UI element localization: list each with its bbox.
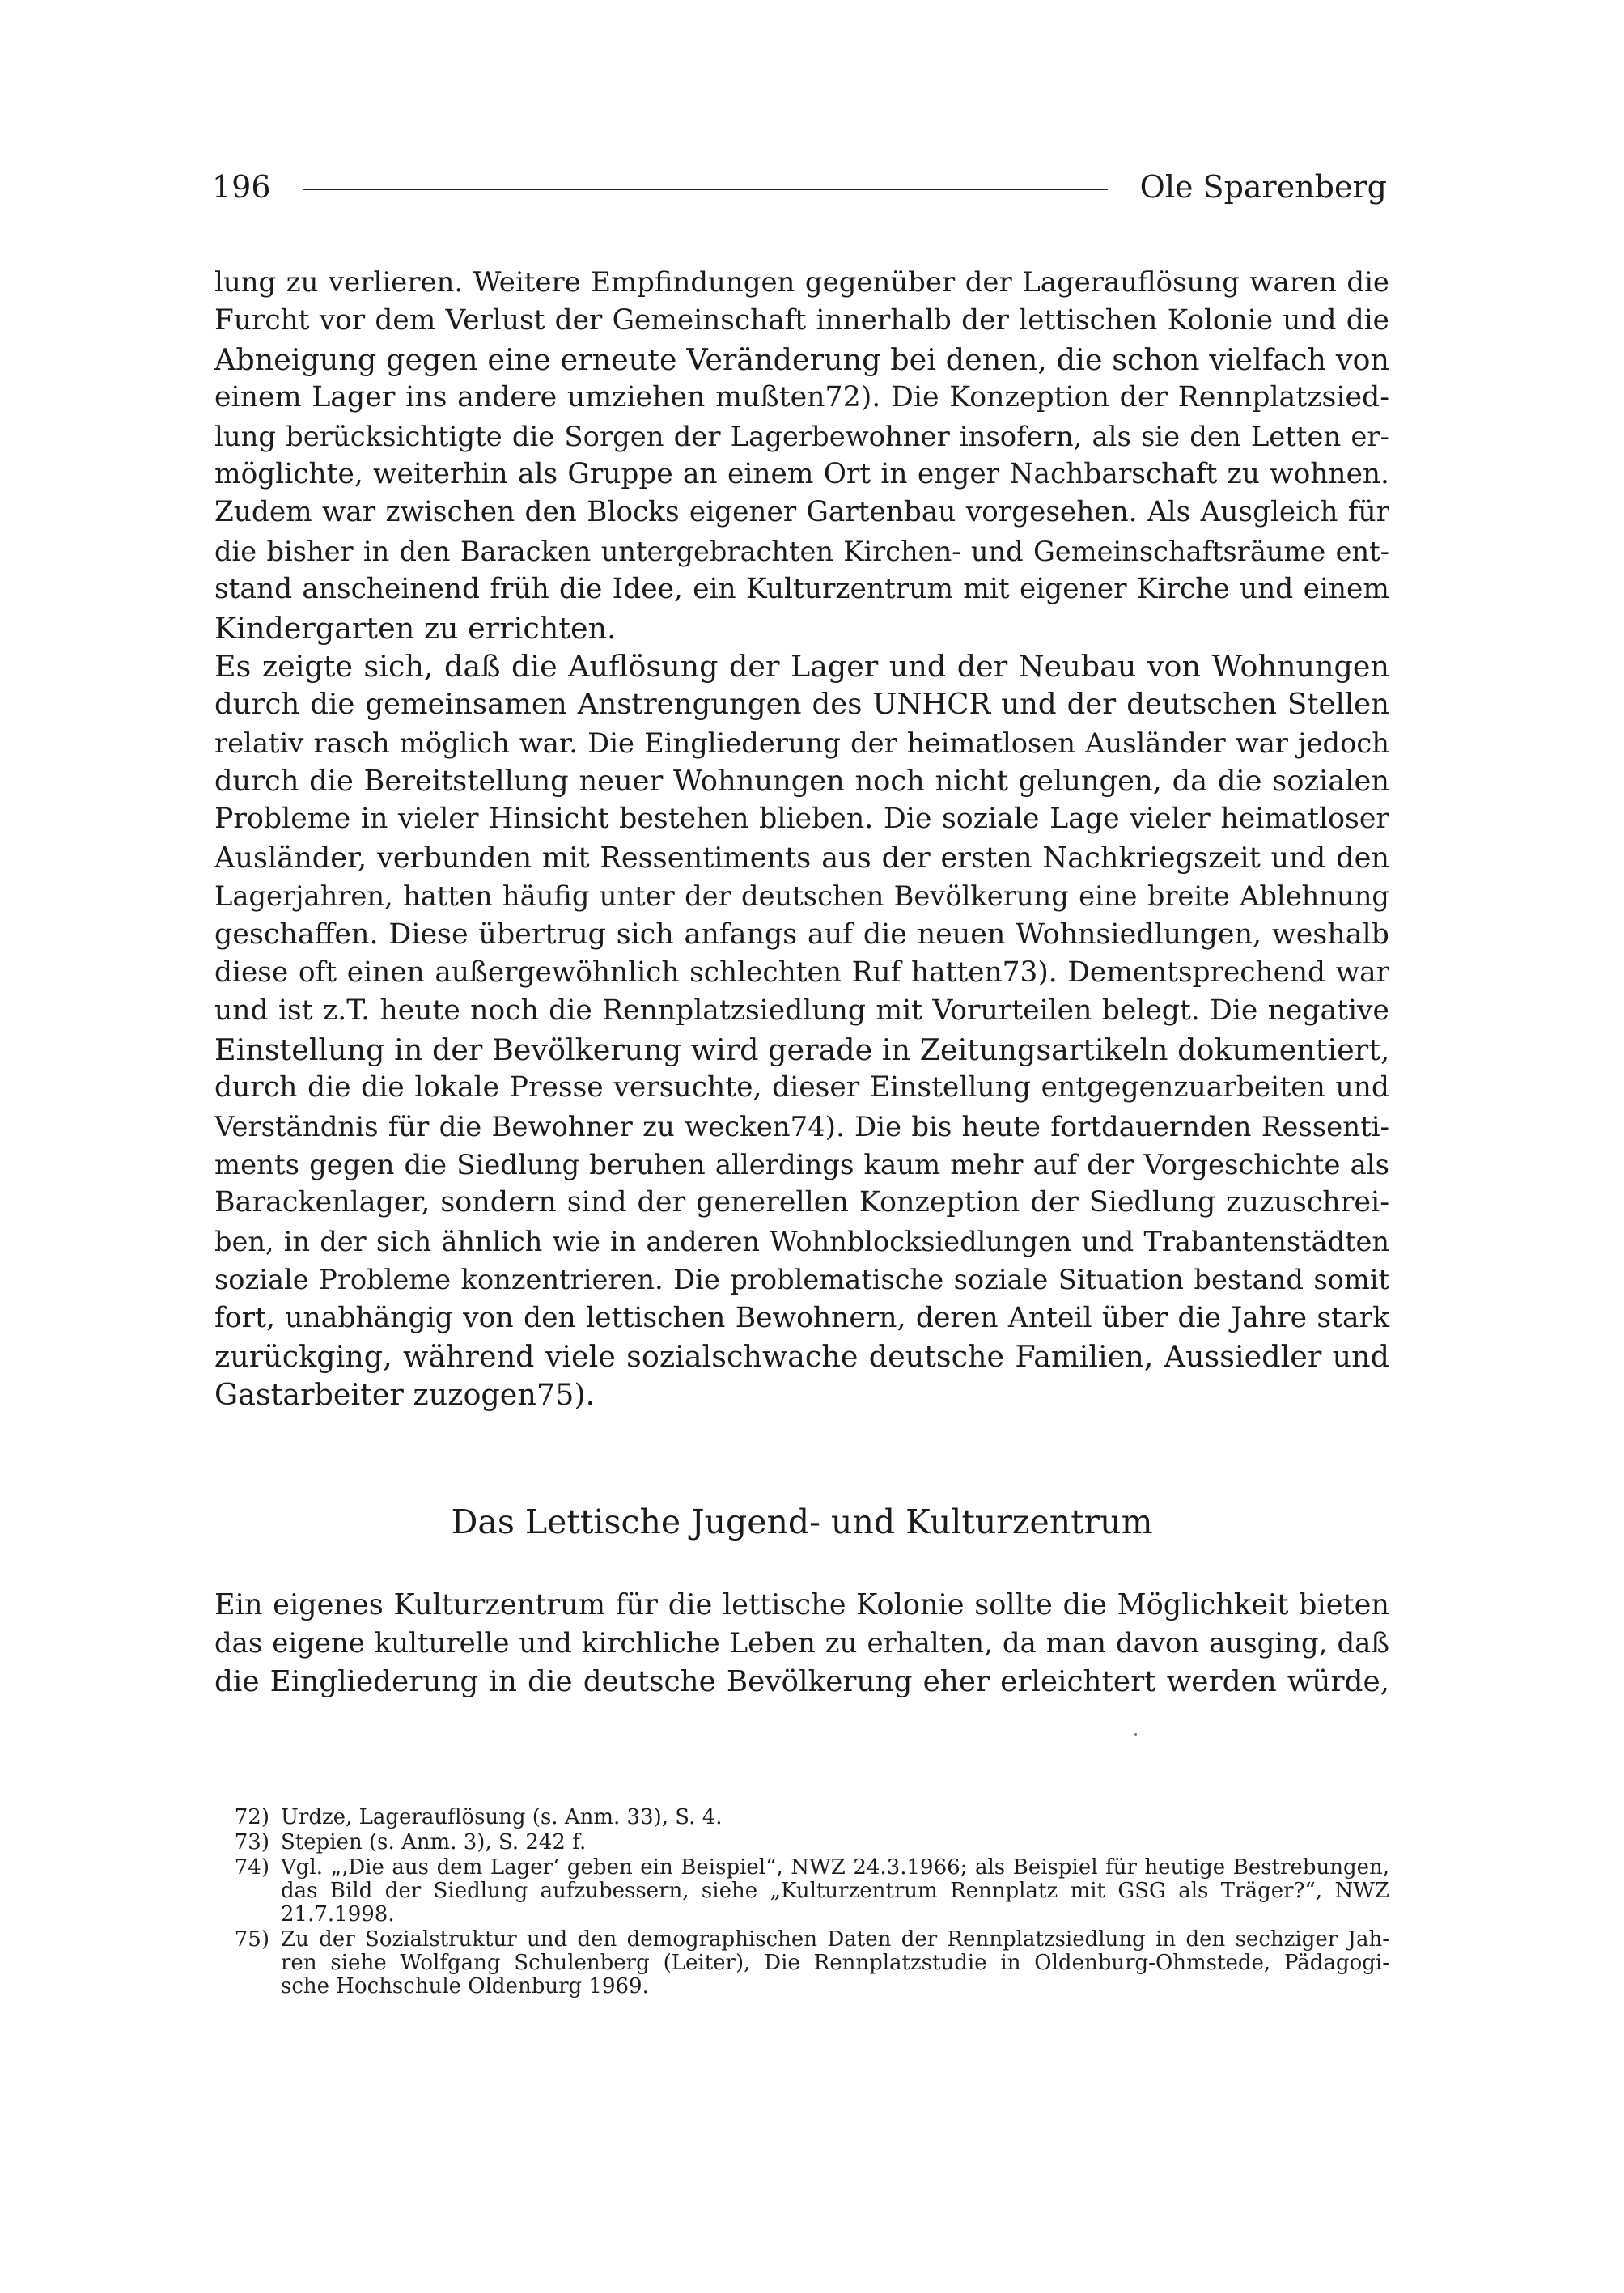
- footnote: [214, 1806, 1389, 1829]
- body-line: und ist z.T. heute noch die Rennplatzsiedlung mit Vorurteilen belegt. Die negative: [214, 994, 1389, 1028]
- body-line: die bisher in den Baracken untergebrachten Kirchen- und Gemeinschaftsräume ent-: [214, 535, 1389, 567]
- section-body-line: das eigene kulturelle und kirchliche Leben zu erhalten, da man davon ausging, daß: [214, 1627, 1389, 1659]
- body-text: [214, 264, 1389, 1414]
- footnote-text: [281, 1856, 1389, 1926]
- body-line: Gastarbeiter zuzogen75).: [214, 1377, 596, 1413]
- page-header: [212, 168, 1387, 206]
- body-line: geschaffen. Diese übertrug sich anfangs auf die neuen Wohnsiedlungen, weshalb: [214, 918, 1389, 951]
- header-rule: [303, 189, 1108, 190]
- body-line: Furcht vor dem Verlust der Gemeinschaft innerhalb der lettischen Kolonie und die: [214, 304, 1389, 337]
- body-line: Einstellung in der Bevölkerung wird gerade in Zeitungsartikeln dokumentiert,: [214, 1032, 1390, 1067]
- body-line: Ausländer, verbunden mit Ressentiments aus der ersten Nachkriegszeit und den: [214, 841, 1389, 875]
- footnote-line: ren siehe Wolfgang Schulenberg (Leiter), Die Rennplatzstudie in Oldenburg-Ohmstede, Pädagogi-: [281, 1951, 1389, 1975]
- body-line: ments gegen die Siedlung beruhen allerdings kaum mehr auf der Vorgeschichte als: [214, 1148, 1389, 1180]
- body-line: Barackenlager, sondern sind der generellen Konzeption der Siedlung zuzuschrei-: [214, 1186, 1389, 1219]
- footnote-line: 21.7.1998.: [281, 1902, 395, 1926]
- footnote-text: [281, 1928, 1389, 1998]
- footnote-line: Zu der Sozialstruktur und den demographischen Daten der Rennplatzsiedlung in den sechziger Jah-: [281, 1927, 1389, 1952]
- footnote-line: Vgl. „‚Die aus dem Lager‘ geben ein Beispiel“, NWZ 24.3.1966; als Beispiel für heutige Bestrebungen,: [281, 1855, 1389, 1880]
- body-line: ben, in der sich ähnlich wie in anderen Wohnblocksiedlungen und Trabantenstädten: [214, 1225, 1389, 1257]
- body-line: durch die Bereitstellung neuer Wohnungen noch nicht gelungen, da die sozialen: [214, 765, 1389, 799]
- footnote-line: sche Hochschule Oldenburg 1969.: [281, 1974, 649, 1998]
- body-line: Probleme in vieler Hinsicht bestehen blieben. Die soziale Lage vieler heimatloser: [214, 803, 1389, 836]
- body-line: durch die die lokale Presse versuchte, dieser Einstellung entgegenzuarbeiten und: [214, 1071, 1389, 1104]
- section-body-line: Ein eigenes Kulturzentrum für die lettische Kolonie sollte die Möglichkeit bieten: [214, 1588, 1389, 1621]
- footnote-line: Urdze, Lagerauflösung (s. Anm. 33), S. 4.: [281, 1805, 723, 1829]
- body-line: möglichte, weiterhin als Gruppe an einem Ort in enger Nachbarschaft zu wohnen.: [214, 457, 1389, 490]
- footnote: [214, 1856, 1389, 1926]
- body-line: relativ rasch möglich war. Die Eingliederung der heimatlosen Ausländer war jedoch: [214, 727, 1389, 759]
- footnote-text: [281, 1831, 1389, 1854]
- footnote-line: Stepien (s. Anm. 3), S. 242 f.: [281, 1830, 587, 1854]
- section-body-line: die Eingliederung in die deutsche Bevölkerung eher erleichtert werden würde,: [214, 1664, 1389, 1698]
- body-line: lung berücksichtigte die Sorgen der Lagerbewohner insofern, als sie den Letten er-: [214, 420, 1389, 452]
- body-line: stand anscheinend früh die Idee, ein Kulturzentrum mit eigener Kirche und einem: [214, 573, 1389, 606]
- body-line: soziale Probleme konzentrieren. Die problematische soziale Situation bestand somit: [214, 1264, 1389, 1296]
- body-line: Lagerjahren, hatten häufig unter der deutschen Bevölkerung eine breite Ablehnung: [214, 880, 1389, 913]
- body-line: zurückging, während viele sozialschwache deutsche Familien, Aussiedler und: [214, 1338, 1389, 1374]
- body-line: Es zeigte sich, daß die Auflösung der Lager und der Neubau von Wohnungen: [214, 648, 1389, 684]
- footnote: [214, 1928, 1389, 1998]
- footnote-line: das Bild der Siedlung aufzubessern, siehe „Kulturzentrum Rennplatz mit GSG als Träger?“, NWZ: [281, 1879, 1389, 1903]
- body-line: Verständnis für die Bewohner zu wecken74). Die bis heute fortdauernden Ressenti-: [214, 1110, 1389, 1142]
- body-line: diese oft einen außergewöhnlich schlechten Ruf hatten73). Dementsprechend war: [214, 956, 1389, 990]
- running-head: Ole Sparenberg: [1139, 169, 1387, 205]
- section-heading: Das Lettische Jugend- und Kulturzentrum: [451, 1503, 1153, 1541]
- body-line: fort, unabhängig von den lettischen Bewohnern, deren Anteil über die Jahre stark: [214, 1301, 1389, 1334]
- footnote-text: [281, 1806, 1389, 1829]
- footnote-number: 72): [234, 1805, 269, 1829]
- footnote-number: 75): [234, 1927, 269, 1952]
- footnote-number: 73): [234, 1830, 269, 1854]
- page-number: 196: [212, 169, 271, 205]
- footnotes: [214, 1806, 1389, 2000]
- print-speck: [1134, 1733, 1137, 1736]
- body-line: einem Lager ins andere umziehen mußten72). Die Konzeption der Rennplatzsied-: [214, 381, 1389, 414]
- body-line: lung zu verlieren. Weitere Empfindungen gegenüber der Lagerauflösung waren die: [214, 267, 1389, 299]
- footnote-number: 74): [234, 1855, 269, 1880]
- body-line: Abneigung gegen eine erneute Veränderung bei denen, die schon vielfach von: [214, 341, 1389, 377]
- body-line: Zudem war zwischen den Blocks eigener Gartenbau vorgesehen. Als Ausgleich für: [214, 496, 1389, 529]
- section-body-text: [214, 1586, 1389, 1701]
- body-line: durch die gemeinsamen Anstrengungen des UNHCR und der deutschen Stellen: [214, 688, 1389, 722]
- body-line: Kindergarten zu errichten.: [214, 610, 617, 646]
- footnote: [214, 1831, 1389, 1854]
